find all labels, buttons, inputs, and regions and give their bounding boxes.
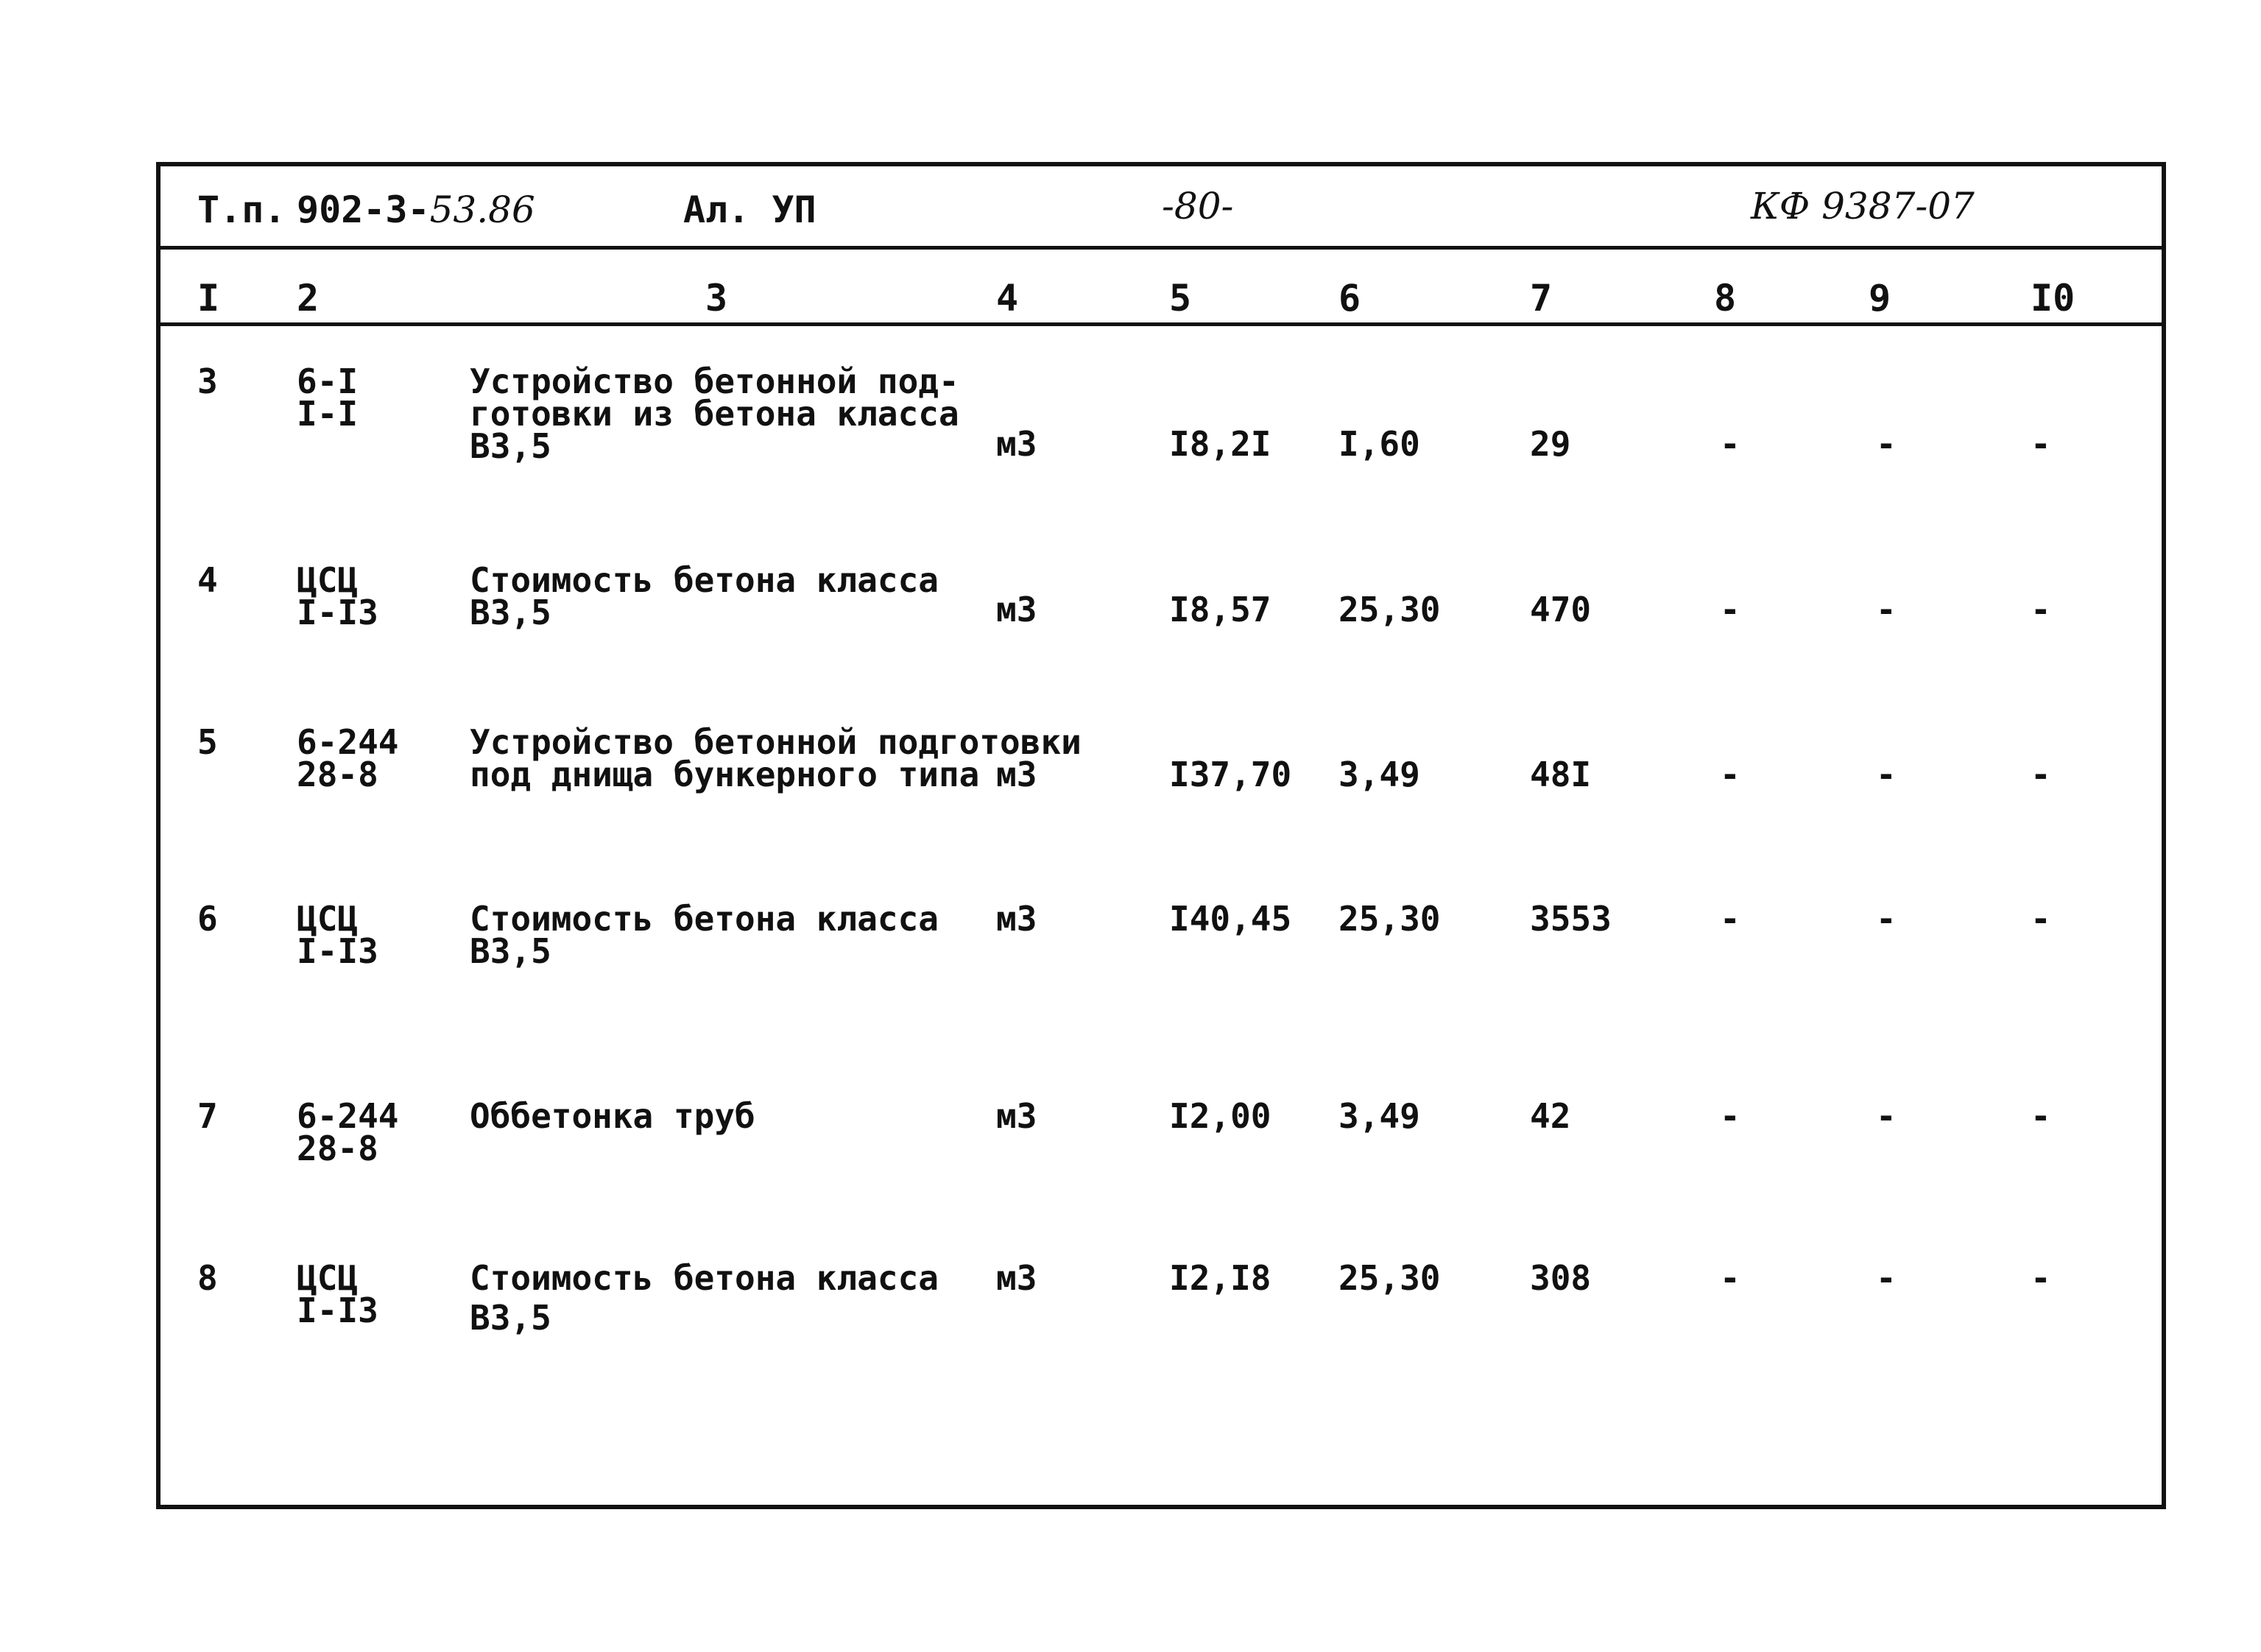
work-description: Устройство бетонной подготовки под днища бункерного типа (470, 722, 1082, 794)
column-10-value: - (2031, 590, 2051, 629)
work-description: Стоимость бетона класса В3,5 (470, 899, 939, 971)
column-9-value: - (1876, 590, 1897, 629)
quantity: I8,57 (1169, 590, 1271, 629)
unit: м3 (996, 590, 1037, 629)
column-10-value: - (2031, 424, 2051, 464)
column-9-value: - (1876, 1096, 1897, 1136)
row-number: 3 (197, 361, 218, 401)
column-9-value: - (1876, 1258, 1897, 1298)
header-divider (161, 246, 2162, 250)
total-cost: 3553 (1530, 899, 1612, 939)
column-number-3: 3 (705, 277, 728, 320)
column-10-value: - (2031, 1096, 2051, 1136)
column-8-value: - (1720, 899, 1740, 939)
column-10-value: - (2031, 755, 2051, 794)
work-description: Оббетонка труб (470, 1096, 755, 1136)
row-number: 8 (197, 1258, 218, 1298)
rate-code: ЦСЦ I-I3 (297, 560, 378, 632)
column-number-6: 6 (1338, 277, 1361, 320)
column-number-9: 9 (1869, 277, 1891, 320)
column-9-value: - (1876, 899, 1897, 939)
row-number: 5 (197, 722, 218, 762)
unit-price: 3,49 (1338, 755, 1420, 794)
project-code-typed: 902-3- (297, 188, 430, 231)
total-cost: 29 (1530, 424, 1571, 464)
rate-code: ЦСЦ I-I3 (297, 1258, 378, 1330)
unit: м3 (996, 424, 1037, 464)
unit: м3 (996, 899, 1037, 939)
quantity: I2,00 (1169, 1096, 1271, 1136)
row-number: 6 (197, 899, 218, 939)
column-header-divider (161, 322, 2162, 326)
column-8-value: - (1720, 1096, 1740, 1136)
column-number-1: I (197, 277, 220, 320)
work-description: Устройство бетонной под- готовки из бетона класса В3,5 (470, 361, 959, 466)
column-8-value: - (1720, 424, 1740, 464)
column-8-value: - (1720, 1258, 1740, 1298)
column-8-value: - (1720, 590, 1740, 629)
column-10-value: - (2031, 1258, 2051, 1298)
page-number: -80- (1162, 185, 1234, 227)
quantity: I37,70 (1169, 755, 1292, 794)
column-9-value: - (1876, 755, 1897, 794)
document-frame (156, 162, 2166, 1509)
project-code-handwritten: 53.86 (429, 188, 535, 231)
album-label: Ал. УП (683, 188, 816, 231)
project-code (297, 188, 535, 231)
unit-price: 25,30 (1338, 1258, 1441, 1298)
rate-code: 6-244 28-8 (297, 722, 399, 794)
column-8-value: - (1720, 755, 1740, 794)
column-9-value: - (1876, 424, 1897, 464)
rate-code: 6-I I-I (297, 361, 359, 434)
quantity: I2,I8 (1169, 1258, 1271, 1298)
unit: м3 (996, 1258, 1037, 1298)
column-number-8: 8 (1714, 277, 1737, 320)
quantity: I8,2I (1169, 424, 1271, 464)
total-cost: 42 (1530, 1096, 1571, 1136)
column-number-7: 7 (1530, 277, 1553, 320)
rate-code: ЦСЦ I-I3 (297, 899, 378, 971)
document-code: КФ 9387-07 (1751, 185, 1975, 227)
unit-price: I,60 (1338, 424, 1420, 464)
unit-price: 25,30 (1338, 590, 1441, 629)
unit: м3 (996, 755, 1037, 794)
total-cost: 48I (1530, 755, 1592, 794)
total-cost: 308 (1530, 1258, 1592, 1298)
column-number-4: 4 (996, 277, 1019, 320)
work-description: Стоимость бетона класса В3,5 (470, 560, 939, 632)
column-10-value: - (2031, 899, 2051, 939)
unit-price: 25,30 (1338, 899, 1441, 939)
row-number: 7 (197, 1096, 218, 1136)
unit: м3 (996, 1096, 1037, 1136)
unit-price: 3,49 (1338, 1096, 1420, 1136)
rate-code: 6-244 28-8 (297, 1096, 399, 1168)
header-prefix: Т.п. (197, 188, 286, 231)
column-number-5: 5 (1169, 277, 1192, 320)
work-description: Стоимость бетона класса В3,5 (470, 1258, 939, 1338)
total-cost: 470 (1530, 590, 1592, 629)
column-number-2: 2 (297, 277, 320, 320)
column-number-10: I0 (2031, 277, 2075, 320)
quantity: I40,45 (1169, 899, 1292, 939)
row-number: 4 (197, 560, 218, 600)
